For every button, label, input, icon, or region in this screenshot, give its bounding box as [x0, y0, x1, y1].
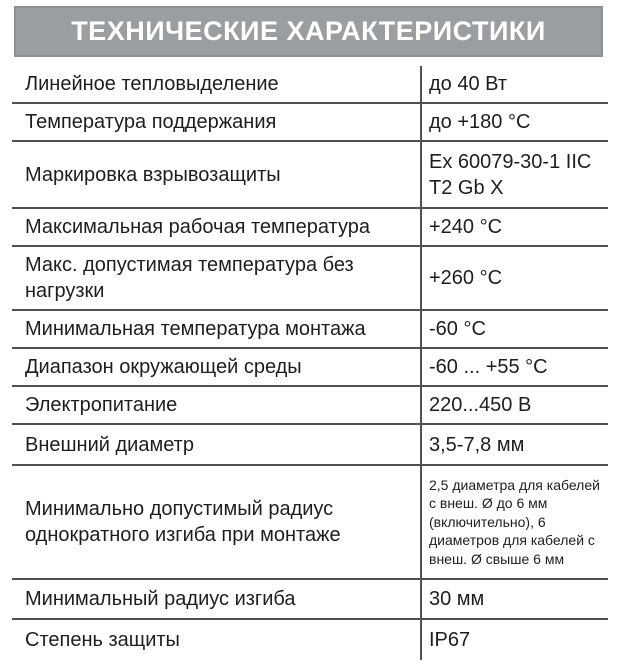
- spec-value: 3,5-7,8 мм: [420, 425, 608, 464]
- spec-value: 30 мм: [420, 580, 608, 618]
- table-row: [12, 425, 608, 466]
- spec-label: Максимальная рабочая температура: [25, 216, 370, 238]
- spec-value: до 40 Вт: [420, 66, 608, 102]
- spec-value: до +180 °С: [420, 104, 608, 140]
- spec-value: -60 ... +55 °С: [420, 349, 608, 385]
- section-header: [14, 6, 603, 57]
- spec-label: Линейное тепловыделение: [25, 73, 279, 95]
- spec-label: Диапазон окружающей среды: [25, 356, 302, 378]
- spec-sheet: [0, 6, 622, 672]
- table-row: [12, 580, 608, 620]
- spec-value: 220...450 В: [420, 387, 608, 423]
- spec-value: Ex 60079-30-1 IIC T2 Gb X: [420, 142, 608, 207]
- spec-label: Макс. допустимая температура без нагрузки: [25, 254, 354, 302]
- spec-label: Минимально допустимый радиус однократного изгиба при монтаже: [25, 498, 341, 546]
- table-row: [12, 66, 608, 104]
- section-title: ТЕХНИЧЕСКИЕ ХАРАКТЕРИСТИКИ: [71, 16, 546, 46]
- spec-label: Маркировка взрывозащиты: [25, 163, 281, 186]
- spec-label: Степень защиты: [25, 629, 180, 651]
- spec-label: Минимальная температура монтажа: [25, 318, 366, 340]
- table-row: [12, 466, 608, 580]
- spec-value: IP67: [420, 620, 608, 660]
- spec-value: +260 °С: [420, 247, 608, 309]
- table-row: [12, 104, 608, 142]
- table-row: [12, 142, 608, 209]
- spec-label: Электропитание: [25, 394, 178, 416]
- spec-value: -60 °С: [420, 311, 608, 347]
- table-row: [12, 620, 608, 660]
- spec-label: Внешний диаметр: [25, 433, 194, 456]
- table-row: [12, 209, 608, 247]
- spec-label: Минимальный радиус изгиба: [25, 588, 296, 610]
- table-row: [12, 247, 608, 311]
- spec-label: Температура поддержания: [25, 111, 277, 133]
- table-row: [12, 349, 608, 387]
- table-row: [12, 387, 608, 425]
- spec-value: 2,5 диаметра для кабелей с внеш. Ø до 6 мм (включительно), 6 диаметров для кабелей с внеш. Ø свыше 6 мм: [420, 466, 608, 578]
- spec-table: [12, 66, 608, 660]
- table-row: [12, 311, 608, 349]
- spec-value: +240 °С: [420, 209, 608, 245]
